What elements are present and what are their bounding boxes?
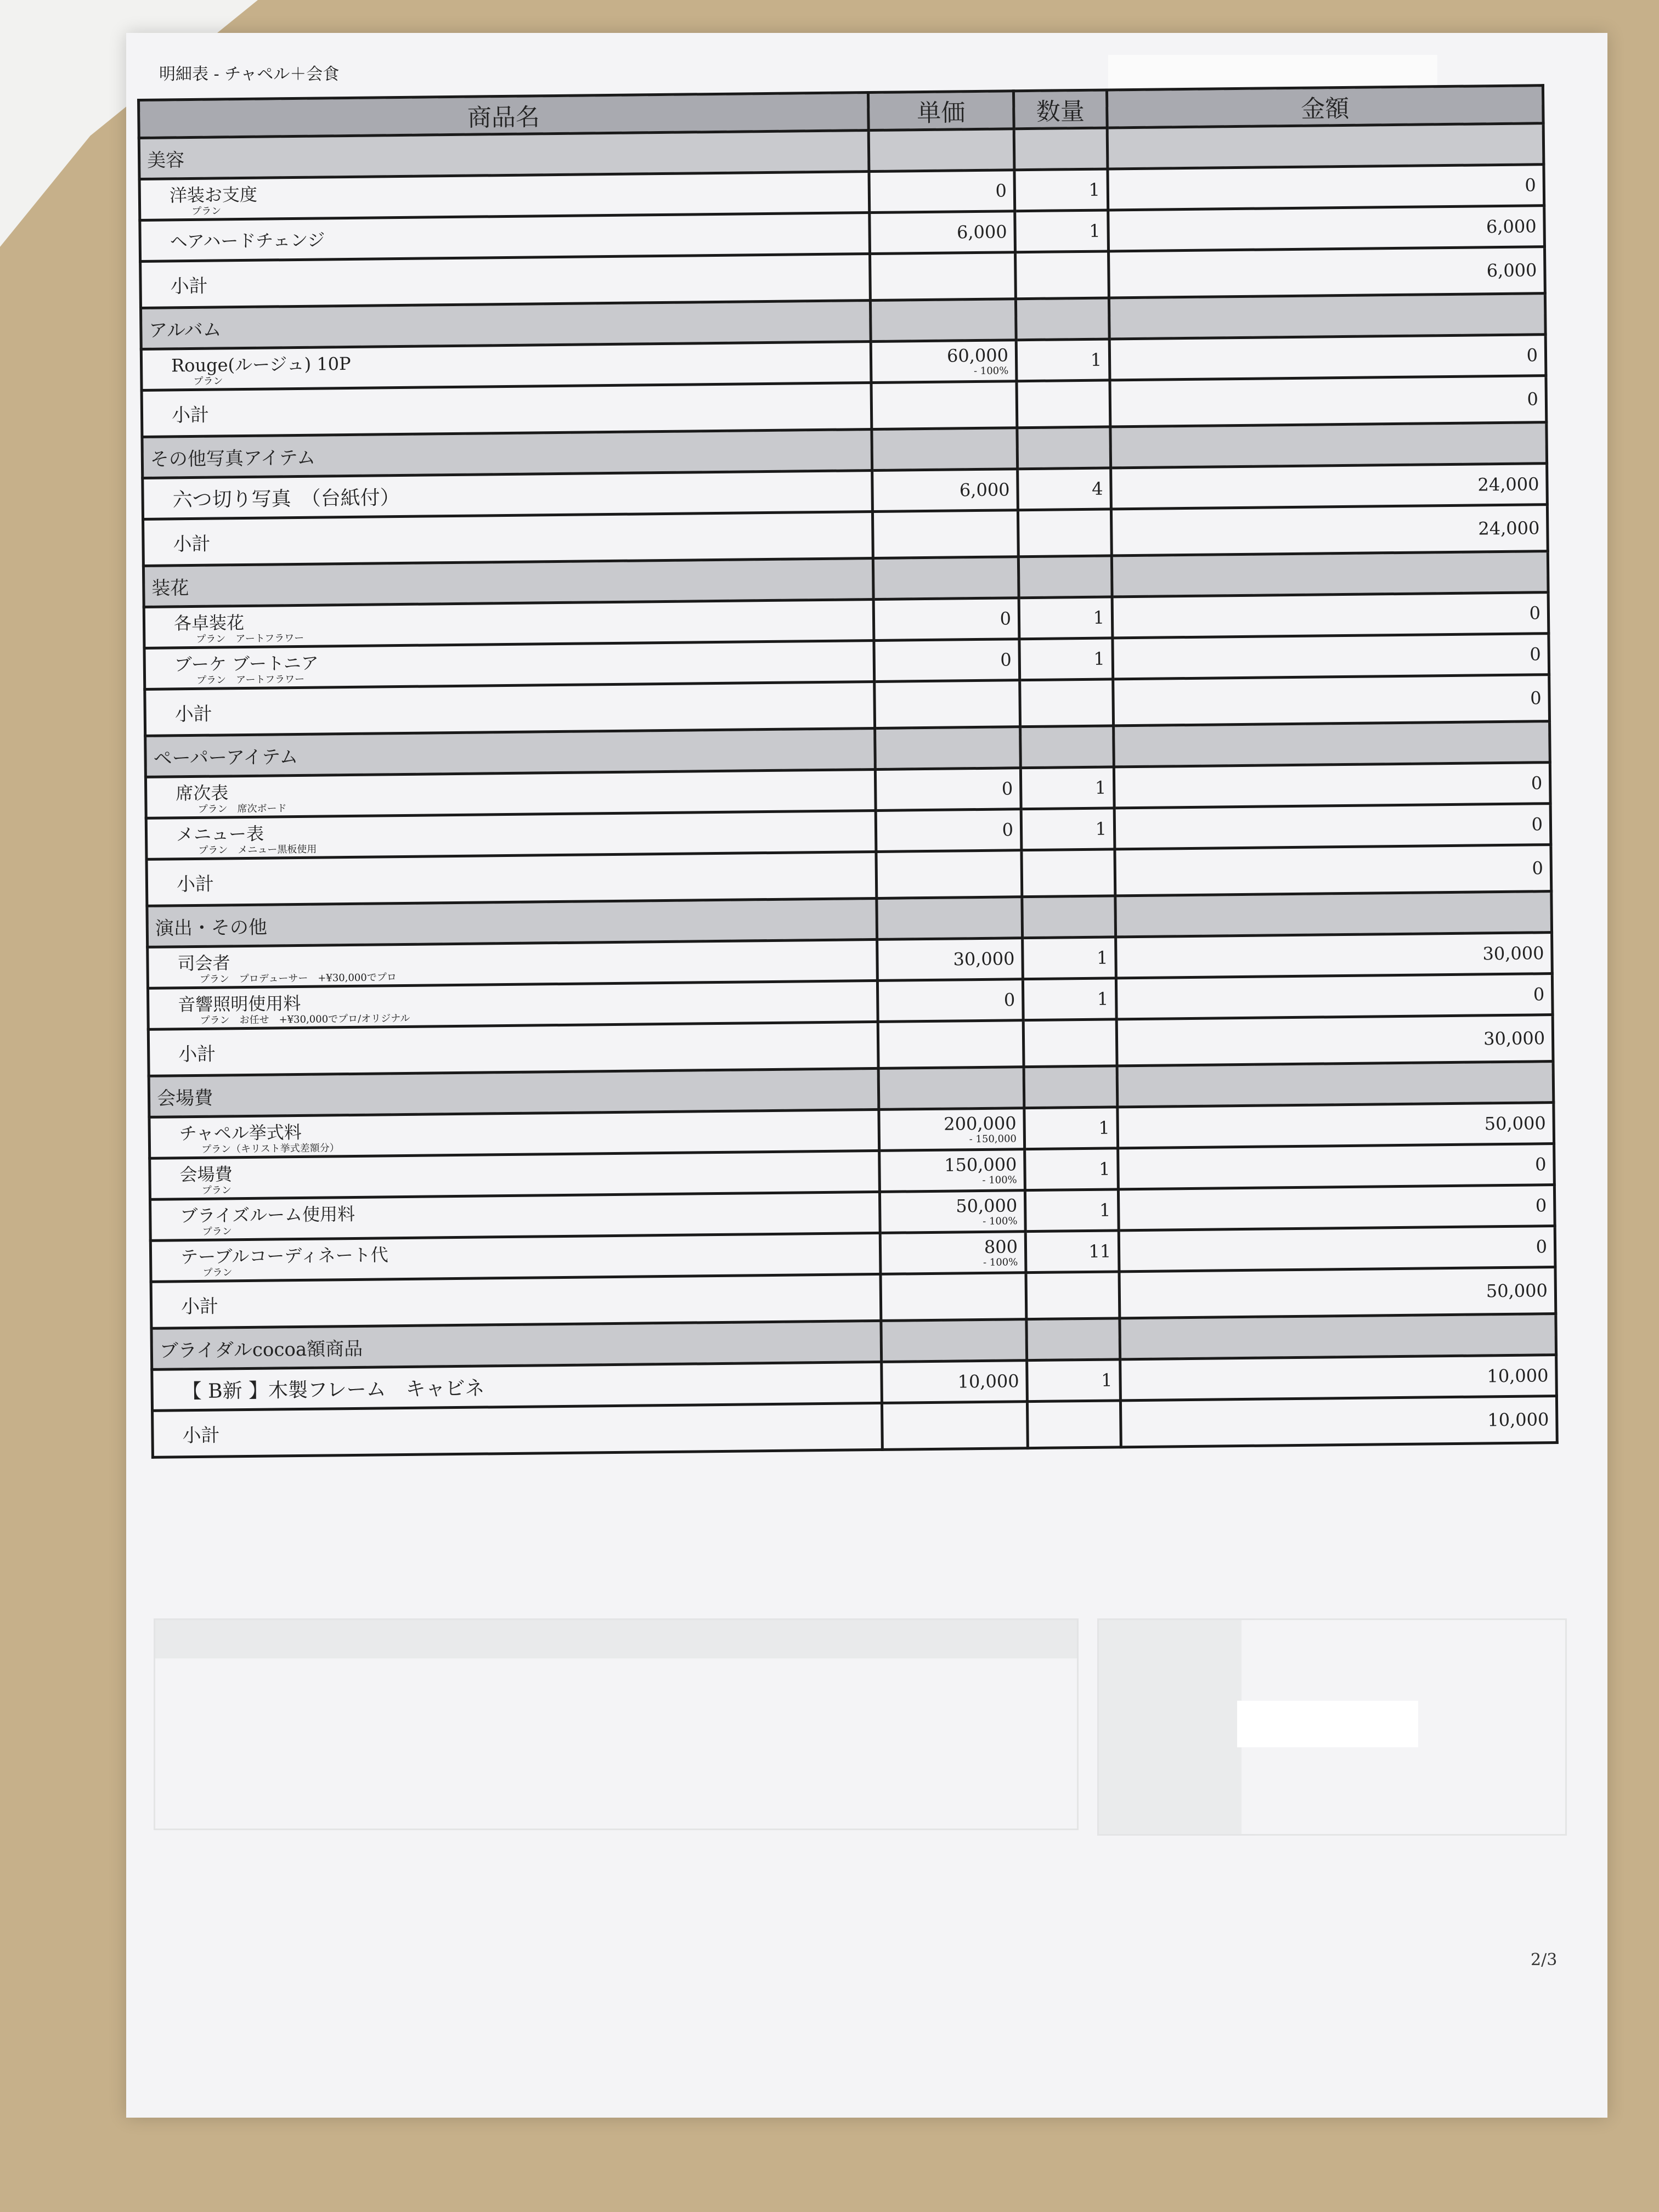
quantity: 1 bbox=[1020, 767, 1114, 809]
subtotal-label: 小計 bbox=[174, 703, 212, 725]
quantity: 1 bbox=[1015, 210, 1109, 252]
subtotal-amount: 50,000 bbox=[1119, 1267, 1556, 1318]
item-name: メニュー表 bbox=[176, 823, 264, 845]
category-name: アルバム bbox=[140, 301, 871, 349]
detail-table bbox=[137, 84, 1559, 1459]
amount: 0 bbox=[1114, 763, 1550, 808]
subtotal-amount: 10,000 bbox=[1120, 1396, 1557, 1447]
unit-price: 6,000 bbox=[959, 479, 1010, 501]
subtotal-label: 小計 bbox=[178, 1043, 216, 1065]
header-amount: 金額 bbox=[1107, 86, 1543, 128]
category-name: 演出・その他 bbox=[147, 898, 877, 947]
amount: 0 bbox=[1118, 1185, 1555, 1231]
discount: - 100% bbox=[982, 1174, 1017, 1186]
quantity: 1 bbox=[1014, 169, 1108, 211]
amount: 30,000 bbox=[1116, 933, 1553, 978]
item-name: 六つ切り写真 （台紙付） bbox=[172, 486, 400, 511]
page-number: 2/3 bbox=[1531, 1950, 1558, 1970]
discount: - 150,000 bbox=[969, 1133, 1017, 1146]
subtotal-label: 小計 bbox=[170, 275, 208, 297]
amount: 6,000 bbox=[1108, 206, 1545, 251]
category-name: ペーパーアイテム bbox=[145, 728, 876, 777]
document-title: 明細表 - チャペル＋会食 bbox=[159, 65, 340, 84]
header-quantity: 数量 bbox=[1013, 90, 1107, 129]
quantity: 1 bbox=[1027, 1359, 1121, 1402]
item-plan-note: プラン プロデューサー +¥30,000でプロ bbox=[199, 972, 397, 985]
header-unit-price: 単価 bbox=[868, 91, 1014, 131]
item-plan-note: プラン bbox=[201, 1184, 232, 1197]
unit-price: 0 bbox=[1002, 819, 1014, 840]
item-name: ブーケ ブートニア bbox=[174, 652, 319, 675]
discount: - 100% bbox=[983, 1215, 1018, 1227]
subtotal-label: 小計 bbox=[171, 404, 210, 426]
unit-price: 800 bbox=[984, 1236, 1018, 1257]
subtotal-label: 小計 bbox=[182, 1424, 220, 1447]
header-product-name: 商品名 bbox=[139, 93, 869, 138]
amount: 10,000 bbox=[1120, 1355, 1557, 1401]
subtotal-amount: 6,000 bbox=[1109, 247, 1545, 298]
quantity: 1 bbox=[1024, 1107, 1118, 1149]
item-name: 会場費 bbox=[179, 1164, 233, 1186]
unit-price: 50,000 bbox=[956, 1195, 1018, 1217]
item-plan-note: プラン アートフラワー bbox=[196, 673, 305, 686]
unit-price: 0 bbox=[995, 180, 1007, 201]
subtotal-amount: 0 bbox=[1115, 845, 1551, 896]
amount: 0 bbox=[1114, 804, 1551, 849]
unit-price: 60,000 bbox=[946, 345, 1009, 366]
unit-price: 10,000 bbox=[957, 1370, 1019, 1392]
item-plan-note: プラン 席次ボード bbox=[198, 803, 287, 815]
item-plan-note: プラン bbox=[193, 375, 223, 387]
quantity: 1 bbox=[1025, 1148, 1119, 1190]
quantity: 1 bbox=[1019, 597, 1113, 639]
subtotal-label: 小計 bbox=[176, 873, 215, 895]
category-name: 美容 bbox=[139, 131, 869, 179]
item-plan-note: プラン bbox=[202, 1226, 232, 1238]
quantity: 4 bbox=[1018, 468, 1111, 510]
category-name: その他写真アイテム bbox=[142, 430, 872, 478]
discount: - 100% bbox=[983, 1256, 1018, 1268]
unit-price: 0 bbox=[1000, 649, 1012, 670]
item-plan-note: プラン bbox=[191, 205, 222, 217]
item-name: Rouge(ルージュ) 10P bbox=[171, 353, 351, 376]
item-plan-note: プラン アートフラワー bbox=[196, 632, 304, 645]
unit-price: 0 bbox=[1000, 608, 1012, 629]
amount: 0 bbox=[1108, 165, 1544, 210]
category-name: ブライダルcocoa額商品 bbox=[151, 1321, 882, 1369]
category-name: 会場費 bbox=[149, 1068, 879, 1117]
amount: 50,000 bbox=[1118, 1103, 1554, 1148]
subtotal-amount: 0 bbox=[1110, 376, 1547, 427]
item-name: 音響照明使用料 bbox=[178, 992, 301, 1015]
item-plan-note: プラン メニュー黒板使用 bbox=[198, 843, 317, 856]
subtotal-amount: 30,000 bbox=[1116, 1015, 1553, 1066]
category-name: 装花 bbox=[143, 558, 873, 607]
quantity: 1 bbox=[1023, 937, 1116, 979]
item-name: 席次表 bbox=[176, 782, 229, 804]
item-name: ヘアハードチェンジ bbox=[170, 229, 325, 252]
item-plan-note: プラン お任せ +¥30,000でプロ/オリジナル bbox=[200, 1012, 410, 1026]
amount: 0 bbox=[1112, 592, 1549, 638]
quantity: 1 bbox=[1023, 978, 1116, 1020]
item-name: テーブルコーディネート代 bbox=[180, 1244, 388, 1268]
item-name: 司会者 bbox=[177, 952, 230, 974]
subtotal-amount: 24,000 bbox=[1111, 505, 1548, 556]
unit-price: 6,000 bbox=[956, 221, 1007, 243]
unit-price: 200,000 bbox=[944, 1113, 1017, 1135]
unit-price: 0 bbox=[1003, 989, 1015, 1011]
amount: 0 bbox=[1119, 1226, 1555, 1272]
item-name: 洋装お支度 bbox=[169, 184, 258, 206]
item-name: ブライズルーム使用料 bbox=[180, 1203, 356, 1227]
discount: - 100% bbox=[973, 365, 1009, 377]
item-name: 【 B新 】木製フレーム キャビネ bbox=[182, 1376, 485, 1403]
table-body bbox=[139, 123, 1557, 1458]
item-plan-note: プラン（キリスト挙式差額分） bbox=[201, 1142, 340, 1155]
item-plan-note: プラン bbox=[202, 1267, 233, 1279]
quantity: 11 bbox=[1025, 1231, 1119, 1273]
amount: 24,000 bbox=[1111, 464, 1548, 509]
redaction-box bbox=[1237, 1701, 1418, 1747]
amount: 0 bbox=[1118, 1144, 1555, 1189]
subtotal-label: 小計 bbox=[180, 1295, 219, 1318]
quantity: 1 bbox=[1021, 808, 1115, 850]
item-name: 各卓装花 bbox=[173, 612, 245, 634]
unit-price: 0 bbox=[1001, 778, 1013, 799]
amount: 0 bbox=[1113, 634, 1549, 679]
quantity: 1 bbox=[1016, 339, 1110, 381]
item-name: チャペル挙式料 bbox=[179, 1121, 302, 1144]
unit-price: 150,000 bbox=[944, 1154, 1017, 1176]
subtotal-label: 小計 bbox=[173, 533, 211, 555]
summary-box-faded bbox=[154, 1618, 1079, 1830]
amount: 0 bbox=[1109, 335, 1546, 380]
amount: 0 bbox=[1116, 974, 1553, 1019]
subtotal-amount: 0 bbox=[1113, 675, 1550, 726]
quantity: 1 bbox=[1025, 1189, 1119, 1232]
quantity: 1 bbox=[1019, 638, 1113, 680]
unit-price: 30,000 bbox=[953, 948, 1015, 970]
